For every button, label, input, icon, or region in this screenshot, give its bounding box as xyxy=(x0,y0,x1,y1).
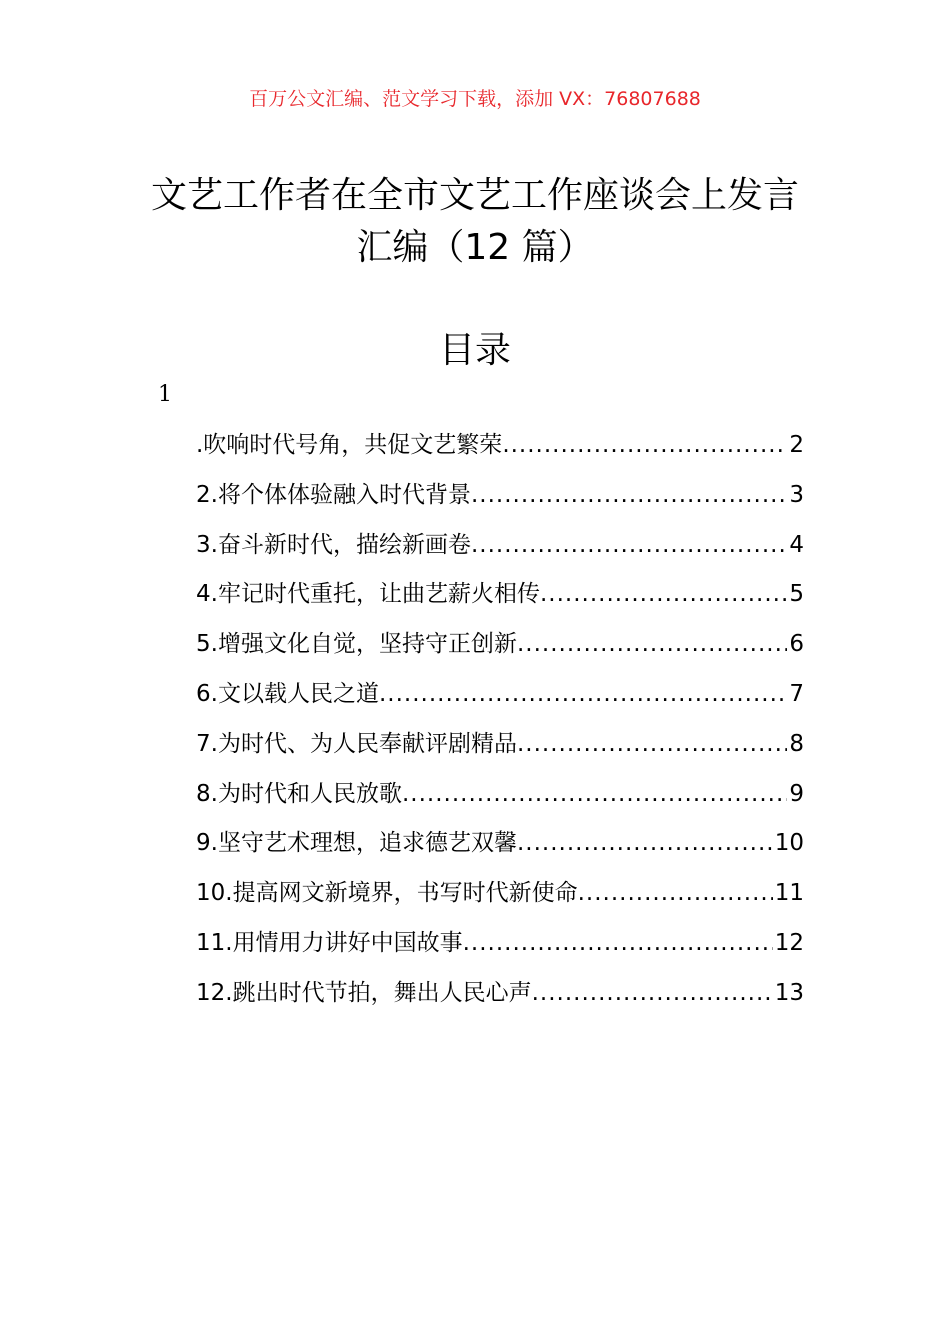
table-of-contents xyxy=(196,425,804,1023)
toc-entry-1[interactable] xyxy=(196,425,804,475)
toc-entry-label: 3.奋斗新时代，描绘新画卷 xyxy=(196,531,471,558)
toc-entry-page: 11 xyxy=(774,880,804,907)
promo-banner: 百万公文汇编、范文学习下载，添加 VX：76807688 xyxy=(249,88,701,110)
toc-entry-page: 13 xyxy=(774,979,804,1006)
toc-heading: 目录 xyxy=(438,330,511,371)
toc-entry-page: 7 xyxy=(789,680,804,707)
toc-entry-page: 8 xyxy=(789,730,804,757)
toc-entry-page: 10 xyxy=(774,830,804,857)
toc-leader-dots xyxy=(471,525,787,565)
toc-leader-dots xyxy=(532,973,773,1013)
toc-entry-label: 5.增强文化自觉，坚持守正创新 xyxy=(196,631,517,658)
toc-entry-12[interactable] xyxy=(196,973,804,1023)
toc-entry-page: 12 xyxy=(774,929,804,956)
toc-entry-5[interactable] xyxy=(196,624,804,674)
toc-leader-dots xyxy=(517,724,787,764)
toc-entry-10[interactable] xyxy=(196,873,804,923)
toc-entry-label: .吹响时代号角，共促文艺繁荣 xyxy=(196,432,503,458)
toc-leader-dots xyxy=(517,823,773,863)
toc-entry-label: 9.坚守艺术理想，追求德艺双馨 xyxy=(196,830,517,857)
toc-entry-7[interactable] xyxy=(196,724,804,774)
toc-entry-2[interactable] xyxy=(196,475,804,525)
toc-entry-9[interactable] xyxy=(196,823,804,873)
toc-entry-label: 7.为时代、为人民奉献评剧精品 xyxy=(196,730,517,757)
toc-leader-dots xyxy=(578,873,773,913)
toc-leader-dots xyxy=(463,923,773,963)
toc-leader-dots xyxy=(502,425,787,465)
toc-entry-label: 2.将个体体验融入时代背景 xyxy=(196,481,471,508)
toc-entry-label: 11.用情用力讲好中国故事 xyxy=(196,929,463,956)
toc-entry-3[interactable] xyxy=(196,525,804,575)
document-title xyxy=(60,170,890,274)
toc-entry-11[interactable] xyxy=(196,923,804,973)
side-number: 1 xyxy=(158,382,172,407)
toc-entry-label: 12.跳出时代节拍，舞出人民心声 xyxy=(196,979,532,1006)
toc-leader-dots xyxy=(471,475,787,515)
toc-entry-label: 6.文以载人民之道 xyxy=(196,680,379,707)
toc-entry-4[interactable] xyxy=(196,574,804,624)
toc-entry-page: 6 xyxy=(789,631,804,658)
toc-entry-page: 2 xyxy=(789,432,804,458)
toc-entry-label: 10.提高网文新境界，书写时代新使命 xyxy=(196,880,578,907)
toc-leader-dots xyxy=(517,624,787,664)
toc-entry-label: 8.为时代和人民放歌 xyxy=(196,780,402,807)
toc-leader-dots xyxy=(402,774,787,814)
toc-leader-dots xyxy=(540,574,787,614)
toc-entry-6[interactable] xyxy=(196,674,804,724)
toc-entry-page: 5 xyxy=(789,581,804,608)
toc-entry-page: 3 xyxy=(789,481,804,508)
toc-entry-8[interactable] xyxy=(196,774,804,824)
toc-entry-label: 4.牢记时代重托，让曲艺薪火相传 xyxy=(196,581,540,608)
title-line-2: 汇编（12 篇） xyxy=(356,227,594,268)
title-line-1: 文艺工作者在全市文艺工作座谈会上发言 xyxy=(150,175,799,216)
toc-entry-page: 4 xyxy=(789,531,804,558)
toc-entry-page: 9 xyxy=(789,780,804,807)
toc-leader-dots xyxy=(379,674,787,714)
